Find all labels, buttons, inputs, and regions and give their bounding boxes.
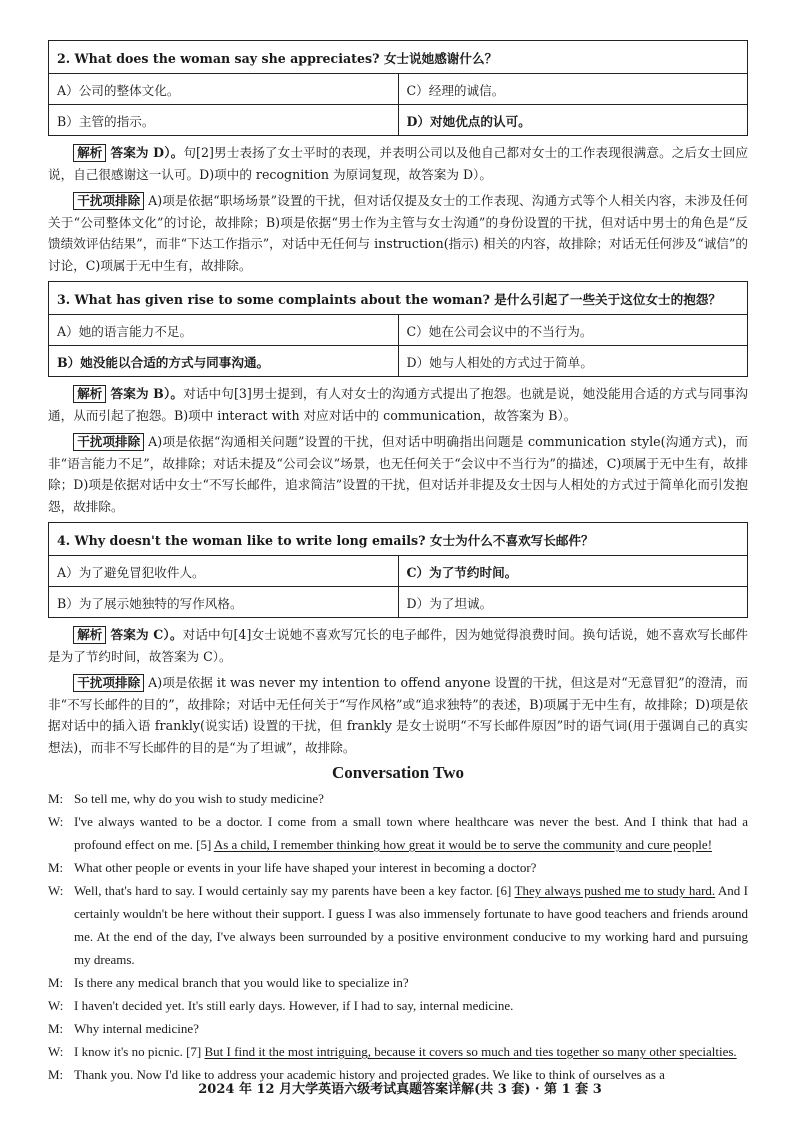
q4-option-a: A）为了避免冒犯收件人。 (49, 556, 399, 587)
q3-option-b: B）她没能以合适的方式与同事沟通。 (49, 346, 399, 377)
q2-option-c: C）经理的诚信。 (398, 74, 748, 105)
analysis-tag: 解析 (73, 144, 106, 162)
question-4-stem: 4. Why doesn't the woman like to write long emails? 女士为什么不喜欢写长邮件？ (49, 523, 748, 556)
speaker-label: M: (48, 791, 64, 806)
utterance (74, 787, 748, 810)
q4-option-b: B）为了展示她独特的写作风格。 (49, 587, 399, 618)
distractor-tag: 干扰项排除 (73, 192, 144, 210)
answer-page (48, 40, 748, 1086)
q3-option-d: D）她与人相处的方式过于简单。 (398, 346, 748, 377)
q3-analysis-text: 对话中句[3]男士提到，有人对女士的沟通方式提出了抱怨。也就是说，她没能用合适的方式与同事沟通，从而引起了抱怨。B)项中 interact with 对应对话中的 communication，故答案为 B）。 (48, 386, 748, 423)
utterance-text: Well, that's hard to say. I would certainly say my parents have been a key factor. [6] (74, 883, 515, 898)
speaker-label: M: (48, 860, 64, 875)
utterance-text: Why internal medicine? (74, 1021, 199, 1036)
q2-distractor (48, 190, 748, 276)
conversation-title: Conversation Two (331, 763, 465, 782)
utterance (74, 879, 748, 971)
question-2-table (48, 40, 748, 136)
conversation-turn (48, 856, 748, 879)
q2-analysis (48, 142, 748, 185)
utterance (74, 1017, 748, 1040)
question-2-stem: 2. What does the woman say she appreciates? 女士说她感谢什么？ (49, 41, 748, 74)
q2-option-a: A）公司的整体文化。 (49, 74, 399, 105)
q3-option-c: C）她在公司会议中的不当行为。 (398, 315, 748, 346)
q2-option-b: B）主管的指示。 (49, 105, 399, 136)
question-4-table (48, 522, 748, 618)
analysis-tag: 解析 (73, 385, 106, 403)
utterance (74, 1040, 748, 1063)
conversation-turn (48, 879, 748, 971)
speaker-label: W: (48, 883, 64, 898)
q4-analysis-text: 对话中句[4]女士说她不喜欢写冗长的电子邮件，因为她觉得浪费时间。换句话说，她不喜欢写长邮件是为了节约时间，故答案为 C）。 (48, 627, 748, 664)
conversation-turn (48, 1017, 748, 1040)
utterance-text: Is there any medical branch that you would like to specialize in? (74, 975, 409, 990)
conversation-turn (48, 810, 748, 856)
q2-distractor-text: A)项是依据“职场场景”设置的干扰，但对话仅提及女士的工作表现、沟通方式等个人相关内容，未涉及任何关于“公司整体文化”的讨论，故排除；B)项是依据“男士作为主管与女士沟通”的身份设置的干扰，但对话中男士的角色是“反馈绩效评估结果”，而非“下达工作指示”，对话中无任何与 instruction(指示) 相关的内容，故排除；对话无任何涉及“诚信”的讨论，C)项属于无中生有，故排除。 (48, 193, 748, 273)
conversation-turn (48, 787, 748, 810)
question-3-table (48, 281, 748, 377)
utterance (74, 856, 748, 879)
speaker-label: W: (48, 998, 64, 1013)
conversation-turn (48, 971, 748, 994)
conversation-turn (48, 994, 748, 1017)
q3-distractor (48, 431, 748, 517)
page-footer: 2024 年 12 月大学英语六级考试真题答案详解(共 3 套) · 第 1 套 3 (198, 1082, 602, 1097)
q4-analysis (48, 624, 748, 667)
utterance-text: So tell me, why do you wish to study medicine? (74, 791, 324, 806)
question-3-stem: 3. What has given rise to some complaints about the woman? 是什么引起了一些关于这位女士的抱怨？ (49, 282, 748, 315)
key-sentence: As a child, I remember thinking how great it would be to serve the community and cure people! (213, 837, 713, 852)
utterance-text-after: And I certainly wouldn't be here without their support. I guess I was also immensely fortunate to have good teachers and friends around me. At the end of the day, I've always been surrounded by a positive environment conducive to my working hard and pursuing my dreams. (74, 883, 749, 967)
utterance (74, 994, 748, 1017)
conversation-turn (48, 1040, 748, 1063)
q3-answer: 答案为 B）。 (110, 386, 184, 401)
q4-answer: 答案为 C）。 (110, 627, 183, 642)
distractor-tag: 干扰项排除 (73, 674, 144, 692)
q4-distractor (48, 672, 748, 758)
q4-option-d: D）为了坦诚。 (398, 587, 748, 618)
q4-distractor-text: A)项是依据 it was never my intention to offend anyone 设置的干扰，但这是对“无意冒犯”的澄清，而非“不写长邮件的目的”，故排除；对话中无任何关于“写作风格”或“追求独特”的表述，B)项属于无中生有，故排除；D)项是依据对话中的插入语 frankly(说实话) 设置的干扰，但 frankly 是女士说明“不写长邮件原因”时的语气词(用于强调自己的真实想法)，而非不写长邮件的目的是“为了坦诚”，故排除。 (48, 675, 748, 755)
utterance (74, 810, 748, 856)
speaker-label: M: (48, 1067, 64, 1082)
q2-answer: 答案为 D）。 (110, 145, 184, 160)
key-sentence: They always pushed me to study hard. (514, 883, 716, 898)
analysis-tag: 解析 (73, 626, 106, 644)
utterance-text: I haven't decided yet. It's still early days. However, if I had to say, internal medicine. (74, 998, 514, 1013)
speaker-label: W: (48, 1044, 64, 1059)
q3-analysis (48, 383, 748, 426)
key-sentence: But I find it the most intriguing, because it covers so much and ties together so many other specialties. (204, 1044, 737, 1059)
distractor-tag: 干扰项排除 (73, 433, 144, 451)
q2-option-d: D）对她优点的认可。 (398, 105, 748, 136)
utterance-text: I know it's no picnic. [7] (74, 1044, 205, 1059)
q4-option-c: C）为了节约时间。 (398, 556, 748, 587)
q3-option-a: A）她的语言能力不足。 (49, 315, 399, 346)
speaker-label: W: (48, 814, 64, 829)
speaker-label: M: (48, 1021, 64, 1036)
q2-analysis-text: 句[2]男士表扬了女士平时的表现，并表明公司以及他自己都对女士的工作表现很满意。之后女士回应说，自己很感谢这一认可。D)项中的 recognition 为原词复现，故答案为 D）。 (48, 145, 748, 182)
utterance (74, 971, 748, 994)
utterance-text: What other people or events in your life have shaped your interest in becoming a doctor? (74, 860, 537, 875)
conversation-transcript (48, 787, 748, 1086)
speaker-label: M: (48, 975, 64, 990)
q3-distractor-text: A)项是依据“沟通相关问题”设置的干扰，但对话中明确指出问题是 communication style(沟通方式)，而非“语言能力不足”，故排除；对话未提及“公司会议”场景，也无任何关于“会议中不当行为”的描述，C)项属于无中生有，故排除；D)项是依据对话中女士“不写长邮件，追求简洁”设置的干扰，但对话并非提及女士因与人相处的方式过于简单化而引发抱怨，故排除。 (48, 434, 748, 514)
utterance-text: I've always wanted to be a doctor. I come from a small town where healthcare was never the best. And I think that had a profound effect on me. [5] (74, 814, 748, 852)
utterance-text: Thank you. Now I'd like to address your academic history and projected grades. We like to think of ourselves as a (74, 1067, 665, 1082)
